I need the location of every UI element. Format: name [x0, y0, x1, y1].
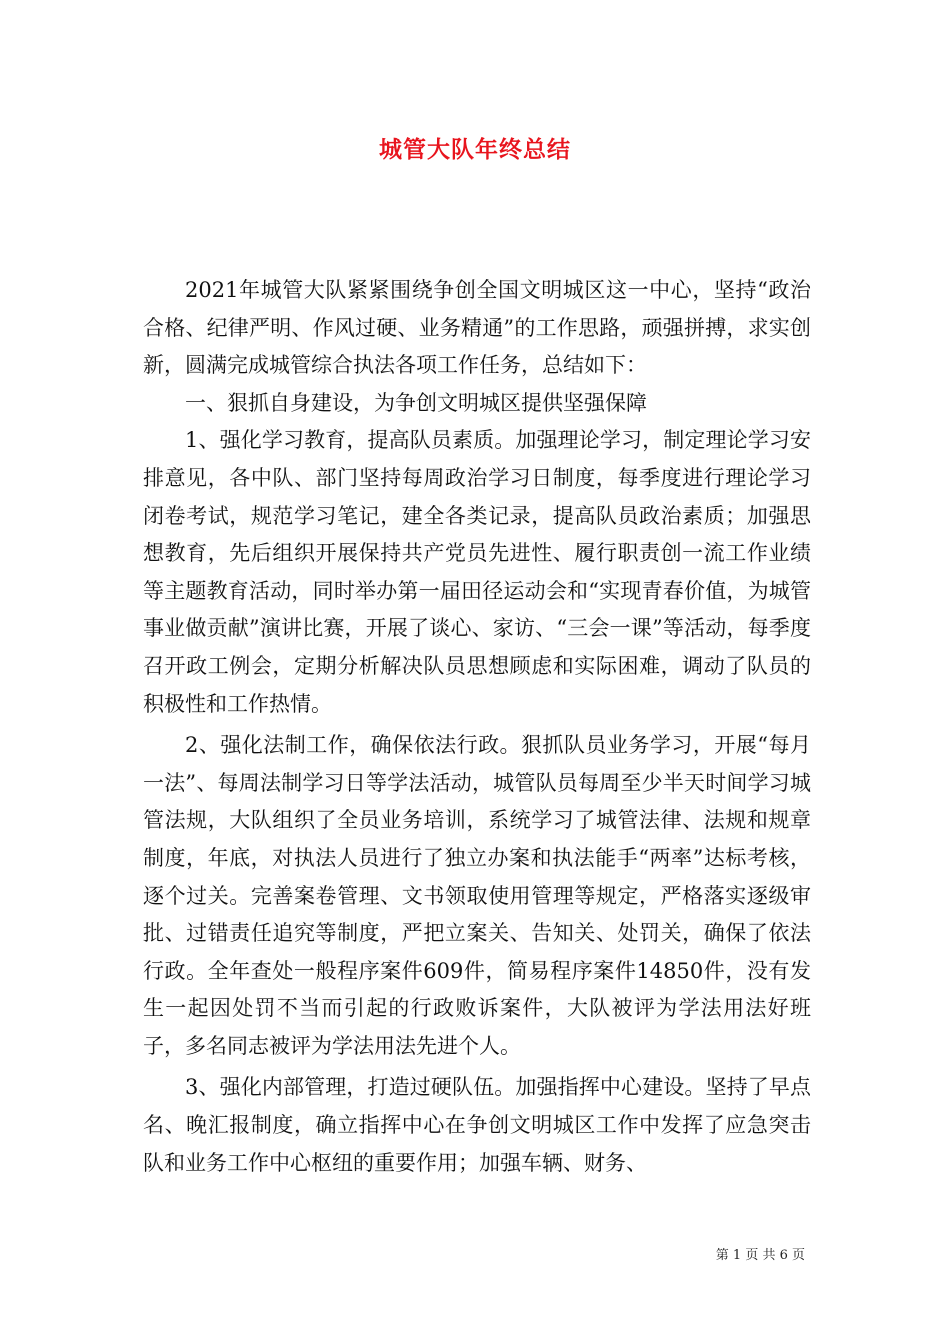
paragraph-item-2: 2、强化法制工作，确保依法行政。狠抓队员业务学习，开展“每月一法”、每周法制学习日等学法活动，城管队员每周至少半天时间学习城管法规，大队组织了全员业务培训，系统学习了城管法律、法规和规章制度，年底，对执法人员进行了独立办案和执法能手“两率”达标考核，逐个过关。完善案卷管理、文书领取使用管理等规定，严格落实逐级审批、过错责任追究等制度，严把立案关、告知关、处罚关，确保了依法行政。全年查处一般程序案件609件，简易程序案件14850件，没有发生一起因处罚不当而引起的行政败诉案件，大队被评为学法用法好班子，多名同志被评为学法用法先进个人。 — [143, 733, 811, 1058]
page-number: 第 1 页 共 6 页 — [715, 1248, 805, 1263]
paragraph-item-1: 1、强化学习教育，提高队员素质。加强理论学习，制定理论学习安排意见，各中队、部门坚持每周政治学习日制度，每季度进行理论学习闭卷考试，规范学习笔记，建全各类记录，提高队员政治素质；加强思想教育，先后组织开展保持共产党员先进性、履行职责创一流工作业绩等主题教育活动，同时举办第一届田径运动会和“实现青春价值，为城管事业做贡献”演讲比赛，开展了谈心、家访、“三会一课”等活动，每季度召开政工例会，定期分析解决队员思想顾虑和实际困难，调动了队员的积极性和工作热情。 — [143, 428, 811, 716]
paragraph-intro: 2021年城管大队紧紧围绕争创全国文明城区这一中心，坚持“政治合格、纪律严明、作风过硬、业务精通”的工作思路，顽强拼搏，求实创新，圆满完成城管综合执法各项工作任务，总结如下： — [143, 278, 811, 378]
section-heading-1: 一、狠抓自身建设，为争创文明城区提供坚强保障 — [185, 390, 647, 415]
paragraph-item-3: 3、强化内部管理，打造过硬队伍。加强指挥中心建设。坚持了早点名、晚汇报制度，确立指挥中心在争创文明城区工作中发挥了应急突击队和业务工作中心枢纽的重要作用；加强车辆、财务、 — [143, 1075, 811, 1175]
document-body — [143, 272, 811, 1182]
document-title: 城管大队年终总结 — [379, 136, 571, 163]
